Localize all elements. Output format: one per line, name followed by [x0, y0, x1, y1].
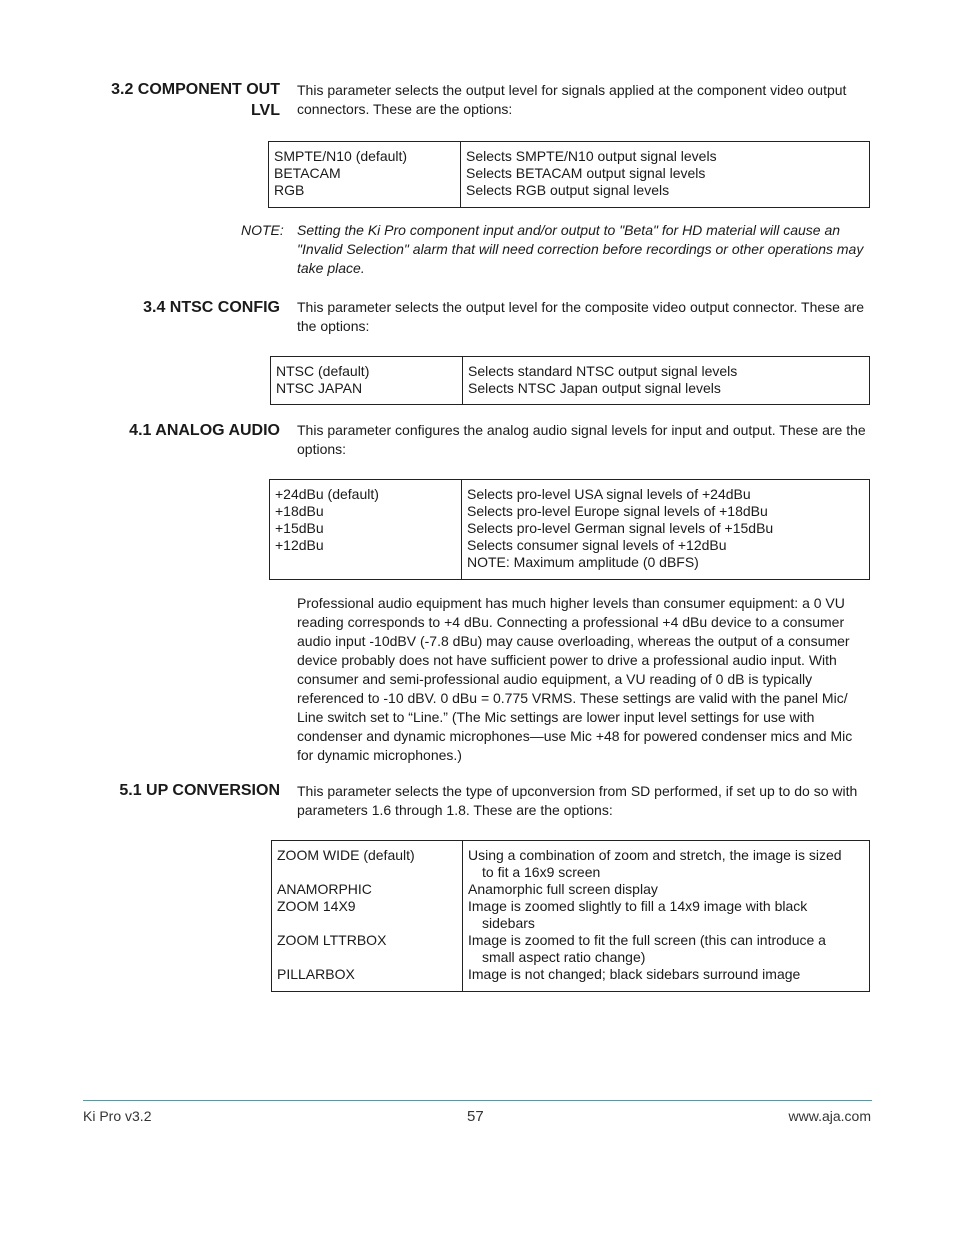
options-column: [270, 480, 462, 579]
footer-website-link[interactable]: www.aja.com: [788, 1108, 871, 1124]
option-name: [277, 864, 457, 881]
heading-line: 4.1 ANALOG AUDIO: [129, 422, 280, 439]
option-description: Selects standard NTSC output signal levels: [468, 363, 738, 379]
option-name: ZOOM LTTRBOX: [277, 932, 387, 948]
option-description: Selects pro-level Europe signal levels of +18dBu: [467, 503, 768, 519]
options-column: [271, 357, 463, 404]
options-column: [272, 841, 463, 991]
descriptions-column: [463, 841, 869, 991]
option-name: ZOOM WIDE (default): [277, 847, 415, 863]
option-name: RGB: [274, 182, 305, 198]
option-name: +12dBu: [275, 537, 324, 553]
analog-audio-table: [269, 479, 870, 580]
option-description: Selects pro-level German signal levels of +15dBu: [467, 520, 774, 536]
heading-up-conversion: [119, 780, 280, 801]
option-description: sidebars: [482, 915, 535, 931]
heading-line: 5.1 UP CONVERSION: [119, 782, 280, 799]
option-description: Image is not changed; black sidebars surround image: [468, 966, 801, 982]
option-description: Image is zoomed to fit the full screen (this can introduce a: [468, 932, 826, 948]
option-description: Using a combination of zoom and stretch, the image is sized: [468, 847, 842, 863]
heading-component-out: [111, 79, 280, 121]
footer-product: Ki Pro v3.2: [83, 1108, 152, 1124]
option-description: NOTE: Maximum amplitude (0 dBFS): [467, 554, 699, 570]
descriptions-column: [463, 357, 869, 404]
options-column: [269, 142, 461, 207]
option-description: Selects NTSC Japan output signal levels: [468, 380, 721, 396]
option-name: BETACAM: [274, 165, 341, 181]
up-conversion-description: This parameter selects the type of upconversion from SD performed, if set up to do so with parameters 1.6 through 1.8. These are the options:: [297, 783, 858, 818]
heading-line: LVL: [250, 102, 280, 119]
footer-rule: [83, 1100, 872, 1101]
ntsc-config-table: [270, 356, 870, 405]
option-description: Selects consumer signal levels of +12dBu: [467, 537, 727, 553]
analog-audio-body: Professional audio equipment has much higher levels than consumer equipment: a 0 VU reading corresponds to +4 dBu. Connecting a professional +4 dBu device to a consumer audio input -10dBV (-7.8 dBu) may cause overloading, whereas the output of a consumer device probably does not have sufficient power to drive a professional audio input. With consumer and semi-professional audio equipment, a VU reading of 0 dB is typically referenced to -10 dBV. 0 dBu = 0.775 VRMS. These settings are valid with the panel Mic/ Line switch set to “Line.” (The Mic settings are lower input level settings for use with condenser and dynamic microphones—use Mic +48 for powered condenser mics and Mic for dynamic microphones.): [297, 595, 853, 763]
analog-audio-description: This parameter configures the analog audio signal levels for input and output. These are the options:: [297, 422, 866, 457]
option-name: ANAMORPHIC: [277, 881, 372, 897]
option-description: Image is zoomed slightly to fill a 14x9 image with black: [468, 898, 808, 914]
ntsc-config-description: This parameter selects the output level for the composite video output connector. These are the options:: [297, 299, 865, 334]
option-description: to fit a 16x9 screen: [482, 864, 601, 880]
option-name: SMPTE/N10 (default): [274, 148, 408, 164]
option-description: Selects SMPTE/N10 output signal levels: [466, 148, 717, 164]
option-name: NTSC (default): [276, 363, 370, 379]
option-name: +24dBu (default): [275, 486, 379, 502]
option-name: [277, 915, 457, 932]
heading-analog-audio: [129, 420, 280, 441]
heading-ntsc-config: [143, 297, 280, 318]
heading-line: 3.2 COMPONENT OUT: [111, 81, 280, 98]
component-out-table: [268, 141, 870, 208]
component-out-description: This parameter selects the output level for signals applied at the component video output connectors. These are the options:: [297, 82, 847, 117]
option-name: NTSC JAPAN: [276, 380, 363, 396]
option-description: Selects pro-level USA signal levels of +24dBu: [467, 486, 751, 502]
up-conversion-table: [271, 840, 870, 992]
option-description: small aspect ratio change): [482, 949, 646, 965]
option-name: +18dBu: [275, 503, 324, 519]
option-name: +15dBu: [275, 520, 324, 536]
option-name: ZOOM 14X9: [277, 898, 356, 914]
option-name: PILLARBOX: [277, 966, 355, 982]
page-number: 57: [467, 1108, 484, 1125]
option-description: Selects RGB output signal levels: [466, 182, 670, 198]
option-name: [277, 949, 457, 966]
note-text: Setting the Ki Pro component input and/or output to "Beta" for HD material will cause an "Invalid Selection" alarm that will need correction before recordings or other operations may take place.: [297, 222, 864, 276]
heading-line: 3.4 NTSC CONFIG: [143, 299, 280, 316]
option-description: Anamorphic full screen display: [468, 881, 658, 897]
option-description: Selects BETACAM output signal levels: [466, 165, 706, 181]
descriptions-column: [461, 142, 869, 207]
note-label: NOTE:: [241, 222, 284, 238]
descriptions-column: [462, 480, 869, 579]
